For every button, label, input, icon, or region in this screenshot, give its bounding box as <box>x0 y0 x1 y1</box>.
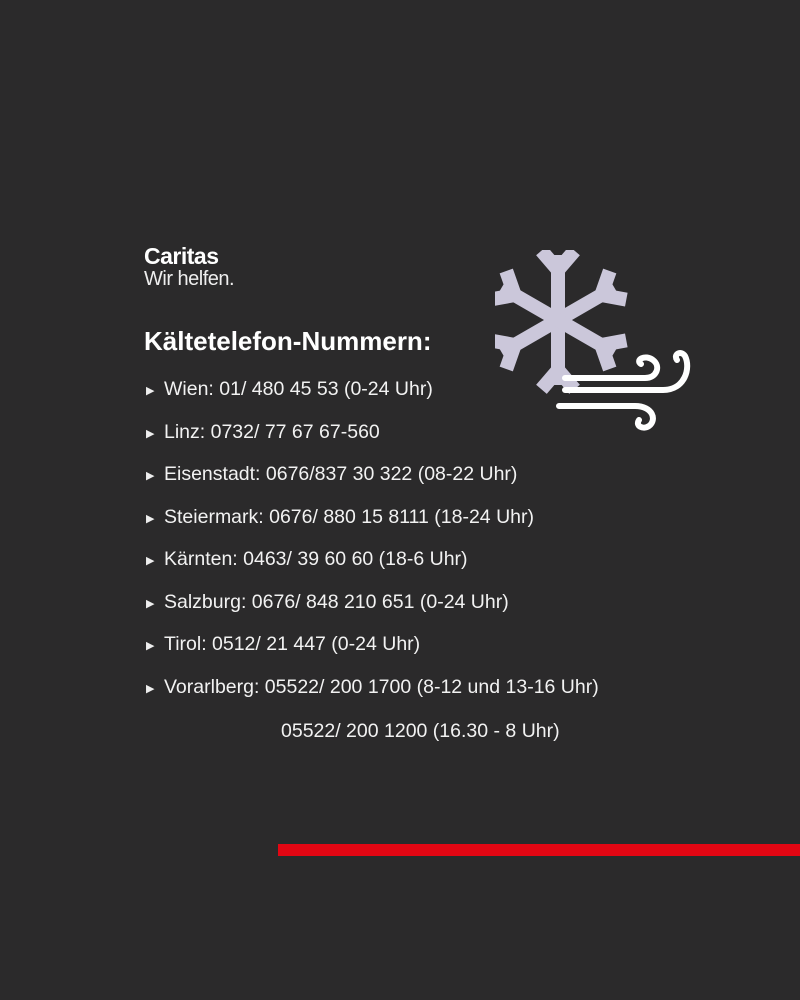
logo-name: Caritas <box>144 243 219 269</box>
bullet-icon: ▶ <box>146 470 155 482</box>
logo-tagline: Wir helfen. <box>144 268 235 290</box>
entry-text: Salzburg: 0676/ 848 210 651 (0-24 Uhr) <box>164 590 509 613</box>
list-item <box>146 548 599 591</box>
red-accent-bar <box>278 844 800 856</box>
vorarlberg-continuation: 05522/ 200 1200 (16.30 - 8 Uhr) <box>281 720 560 742</box>
entry-text: Linz: 0732/ 77 67 67-560 <box>164 420 380 443</box>
list-item <box>146 633 599 676</box>
entry-text: Tirol: 0512/ 21 447 (0-24 Uhr) <box>164 633 421 655</box>
entry-text: Steiermark: 0676/ 880 15 8111 (18-24 Uhr) <box>164 505 534 528</box>
entry-text: Kärnten: 0463/ 39 60 60 (18-6 Uhr) <box>164 548 468 570</box>
entry-text: Wien: 01/ 480 45 53 (0-24 Uhr) <box>164 378 433 400</box>
wind-icon <box>559 353 687 428</box>
page-title: Kältetelefon-Nummern: <box>144 326 432 356</box>
list-item <box>146 676 599 719</box>
bullet-icon: ▶ <box>146 555 155 567</box>
bullet-icon: ▶ <box>146 427 155 440</box>
bullet-icon: ▶ <box>146 682 155 695</box>
bullet-icon: ▶ <box>146 385 155 397</box>
caritas-logo <box>144 245 234 289</box>
list-item <box>146 506 599 549</box>
list-item <box>146 463 599 506</box>
bullet-icon: ▶ <box>146 512 155 525</box>
snowflake-icon <box>497 256 620 384</box>
bullet-icon: ▶ <box>146 597 155 610</box>
entry-text: Eisenstadt: 0676/837 30 322 (08-22 Uhr) <box>164 463 518 485</box>
list-item <box>146 591 599 634</box>
snowflake-wind-icon <box>495 250 695 435</box>
entry-text: Vorarlberg: 05522/ 200 1700 (8-12 und 13-16 Uhr) <box>164 675 599 698</box>
bullet-icon: ▶ <box>146 640 155 652</box>
